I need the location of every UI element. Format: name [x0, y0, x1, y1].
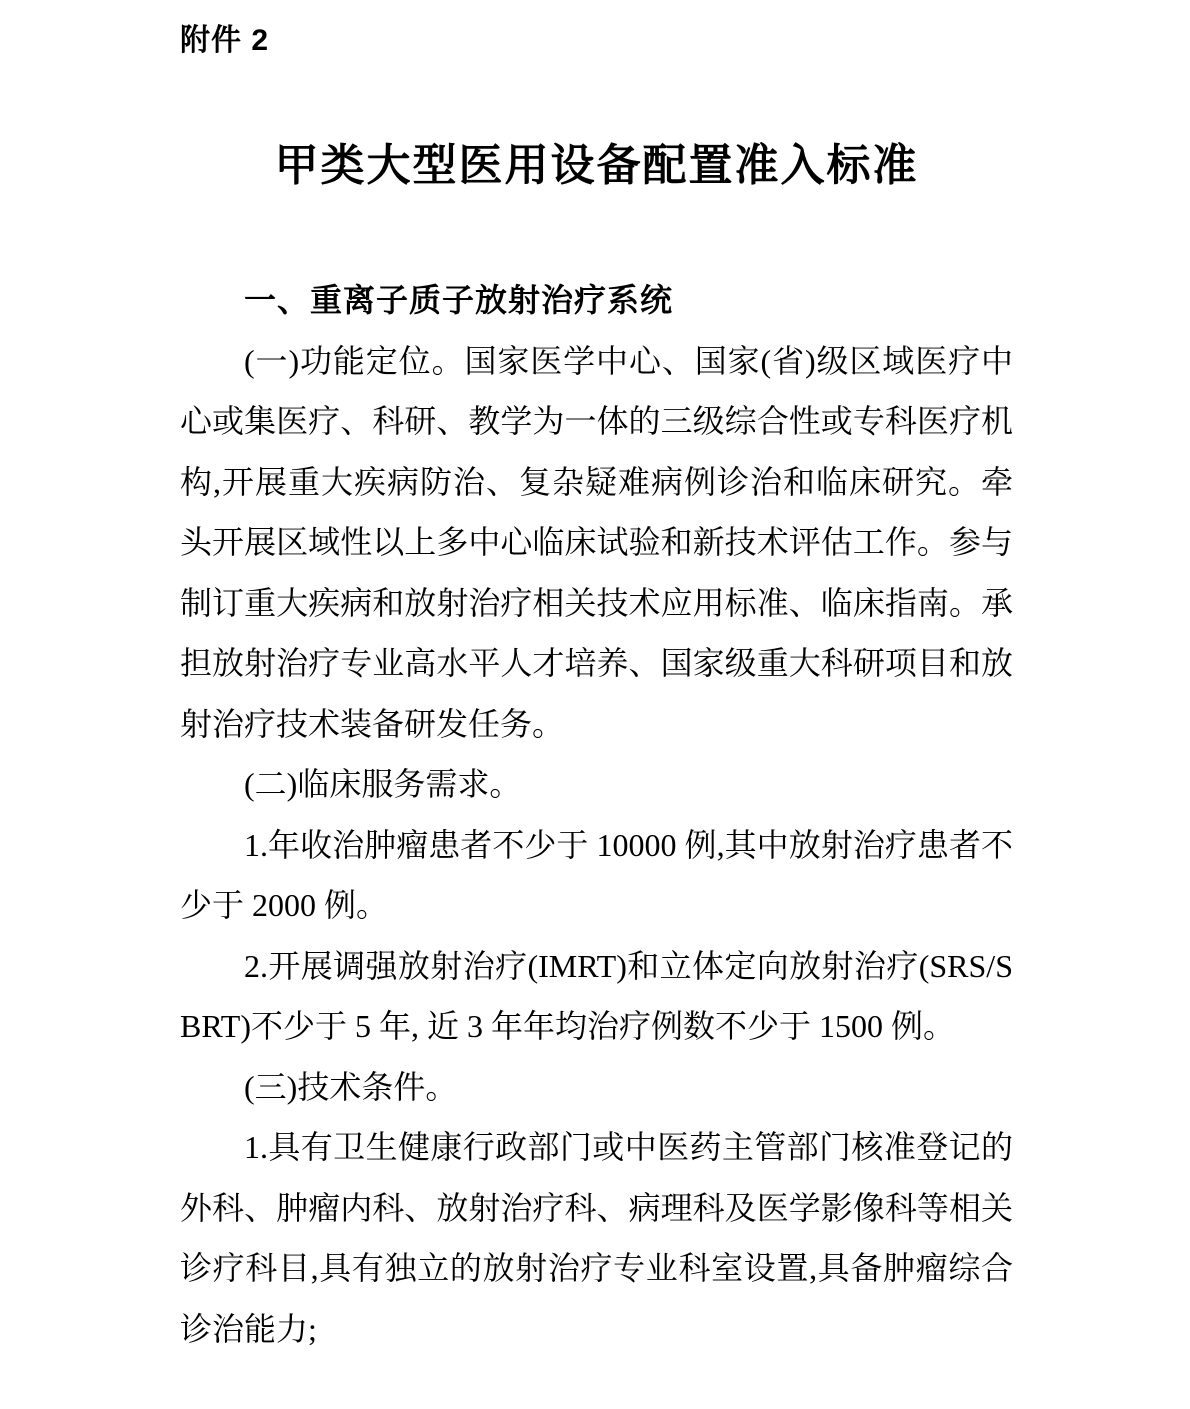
subheading-clinical-service-demand: (二)临床服务需求。: [244, 766, 522, 802]
paragraph-text-function-positioning: 国家医学中心、国家(省)级区域医疗中心或集医疗、科研、教学为一体的三级综合性或专科医疗机构,开展重大疾病防治、复杂疑难病例诊治和临床研究。牵头开展区域性以上多中心临床试验和新技术评估工作。参与制订重大疾病和放射治疗相关技术应用标准、临床指南。承担放射治疗专业高水平人才培养、国家级重大科研项目和放射治疗技术装备研发任务。: [180, 342, 1013, 742]
document-title: 甲类大型医用设备配置准入标准: [274, 141, 919, 190]
section-heading-1: 一、重离子质子放射治疗系统: [244, 282, 674, 318]
paragraph-lead-function-positioning: (一)功能定位。: [244, 342, 465, 379]
document-body: [180, 270, 1013, 1359]
paragraph-function-positioning: [180, 331, 1013, 755]
paragraph-technical-item-1: 1.具有卫生健康行政部门或中医药主管部门核准登记的外科、肿瘤内科、放射治疗科、病理科及医学影像科等相关诊疗科目,具有独立的放射治疗专业科室设置,具备肿瘤综合诊治能力;: [180, 1129, 1013, 1347]
attachment-label: 附件 2: [180, 24, 270, 57]
subheading-technical-conditions: (三)技术条件。: [244, 1068, 458, 1105]
paragraph-clinical-item-1: 1.年收治肿瘤患者不少于 10000 例,其中放射治疗患者不少于 2000 例。: [180, 826, 1013, 923]
paragraph-clinical-item-2: 2.开展调强放射治疗(IMRT)和立体定向放射治疗(SRS/SBRT)不少于 5 年, 近 3 年年均治疗例数不少于 1500 例。: [180, 947, 1013, 1044]
